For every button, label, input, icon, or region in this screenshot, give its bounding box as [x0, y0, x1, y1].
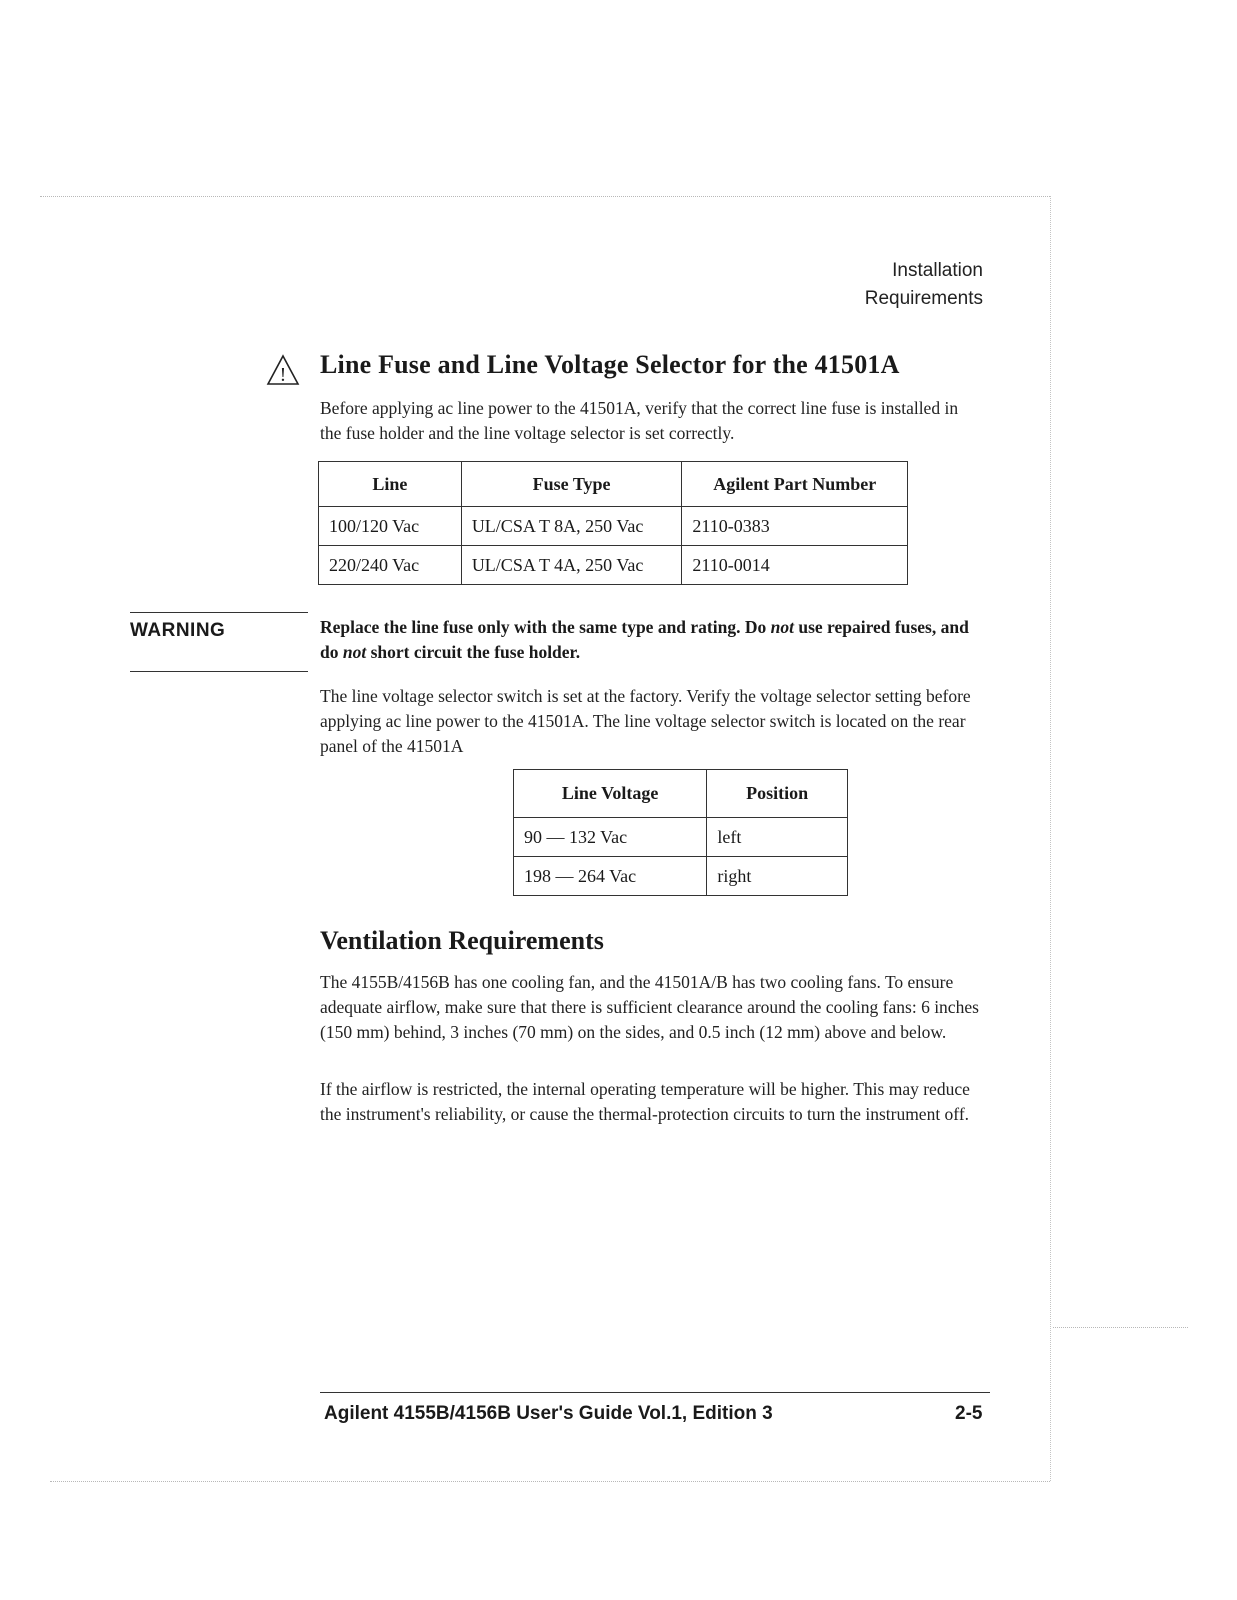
- fuse-table-header-part-number: Agilent Part Number: [682, 462, 908, 507]
- selector-paragraph: The line voltage selector switch is set at the factory. Verify the voltage selector setting before applying ac line power to the 41501A. The line voltage selector switch is located on the rear panel of the 41501A: [320, 686, 971, 756]
- voltage-table-header-position: Position: [707, 770, 848, 818]
- ventilation-paragraph-2: If the airflow is restricted, the internal operating temperature will be higher. This may reduce the instrument's reliability, or cause the thermal-protection circuits to turn the instrument off.: [320, 1079, 970, 1124]
- ventilation-paragraph-1: The 4155B/4156B has one cooling fan, and the 41501A/B has two cooling fans. To ensure adequate airflow, make sure that there is sufficient clearance around the cooling fans: 6 inches (150 mm) behind, 3 inches (70 mm) on the sides, and 0.5 inch (12 mm) above and below.: [320, 972, 979, 1042]
- fuse-cell-part: 2110-0383: [682, 507, 908, 546]
- voltage-table-header-line-voltage: Line Voltage: [514, 770, 707, 818]
- voltage-cell-range: 90 — 132 Vac: [514, 818, 707, 857]
- warning-text: Replace the line fuse only with the same type and rating. Do not use repaired fuses, and do not short circuit the fuse holder.: [320, 617, 969, 662]
- warning-label: WARNING: [130, 620, 226, 641]
- caution-triangle-icon: [266, 354, 300, 386]
- footer-title: Agilent 4155B/4156B User's Guide Vol.1, Edition 3: [324, 1403, 773, 1424]
- fuse-cell-type: UL/CSA T 8A, 250 Vac: [461, 507, 682, 546]
- svg-text:!: !: [279, 364, 287, 386]
- table-row: [514, 818, 848, 857]
- emphasis-not: not: [770, 617, 794, 637]
- voltage-cell-position: left: [707, 818, 848, 857]
- fuse-cell-line: 100/120 Vac: [319, 507, 462, 546]
- running-header: [865, 257, 983, 313]
- table-row: [319, 507, 908, 546]
- fuse-table-header-fuse-type: Fuse Type: [461, 462, 682, 507]
- fuse-table-header-row: [319, 462, 908, 507]
- fuse-table: [318, 461, 908, 585]
- scan-edge-tab: [1053, 1327, 1188, 1328]
- scan-edge-bottom: [50, 1481, 1050, 1482]
- warning-rule-bottom: [130, 671, 308, 672]
- section-title-line-fuse: Line Fuse and Line Voltage Selector for the 41501A: [320, 350, 900, 379]
- running-header-line1: Installation: [892, 260, 983, 281]
- voltage-cell-range: 198 — 264 Vac: [514, 857, 707, 896]
- table-row: [514, 857, 848, 896]
- voltage-table-header-row: [514, 770, 848, 818]
- section-title-ventilation: Ventilation Requirements: [320, 926, 604, 955]
- scan-edge-top: [40, 196, 1050, 197]
- page-number: 2-5: [955, 1403, 983, 1424]
- emphasis-not: not: [342, 642, 367, 662]
- footer-rule: [320, 1392, 990, 1393]
- voltage-cell-position: right: [707, 857, 848, 896]
- fuse-cell-type: UL/CSA T 4A, 250 Vac: [461, 546, 682, 585]
- voltage-selector-table: [513, 769, 848, 896]
- fuse-cell-line: 220/240 Vac: [319, 546, 462, 585]
- table-row: [319, 546, 908, 585]
- fuse-cell-part: 2110-0014: [682, 546, 908, 585]
- scan-edge-right: [1050, 196, 1051, 1481]
- intro-paragraph: Before applying ac line power to the 41501A, verify that the correct line fuse is installed in the fuse holder and the line voltage selector is set correctly.: [320, 398, 959, 443]
- running-header-line2: Requirements: [864, 288, 983, 309]
- fuse-table-header-line: Line: [319, 462, 462, 507]
- warning-rule-top: [130, 612, 308, 613]
